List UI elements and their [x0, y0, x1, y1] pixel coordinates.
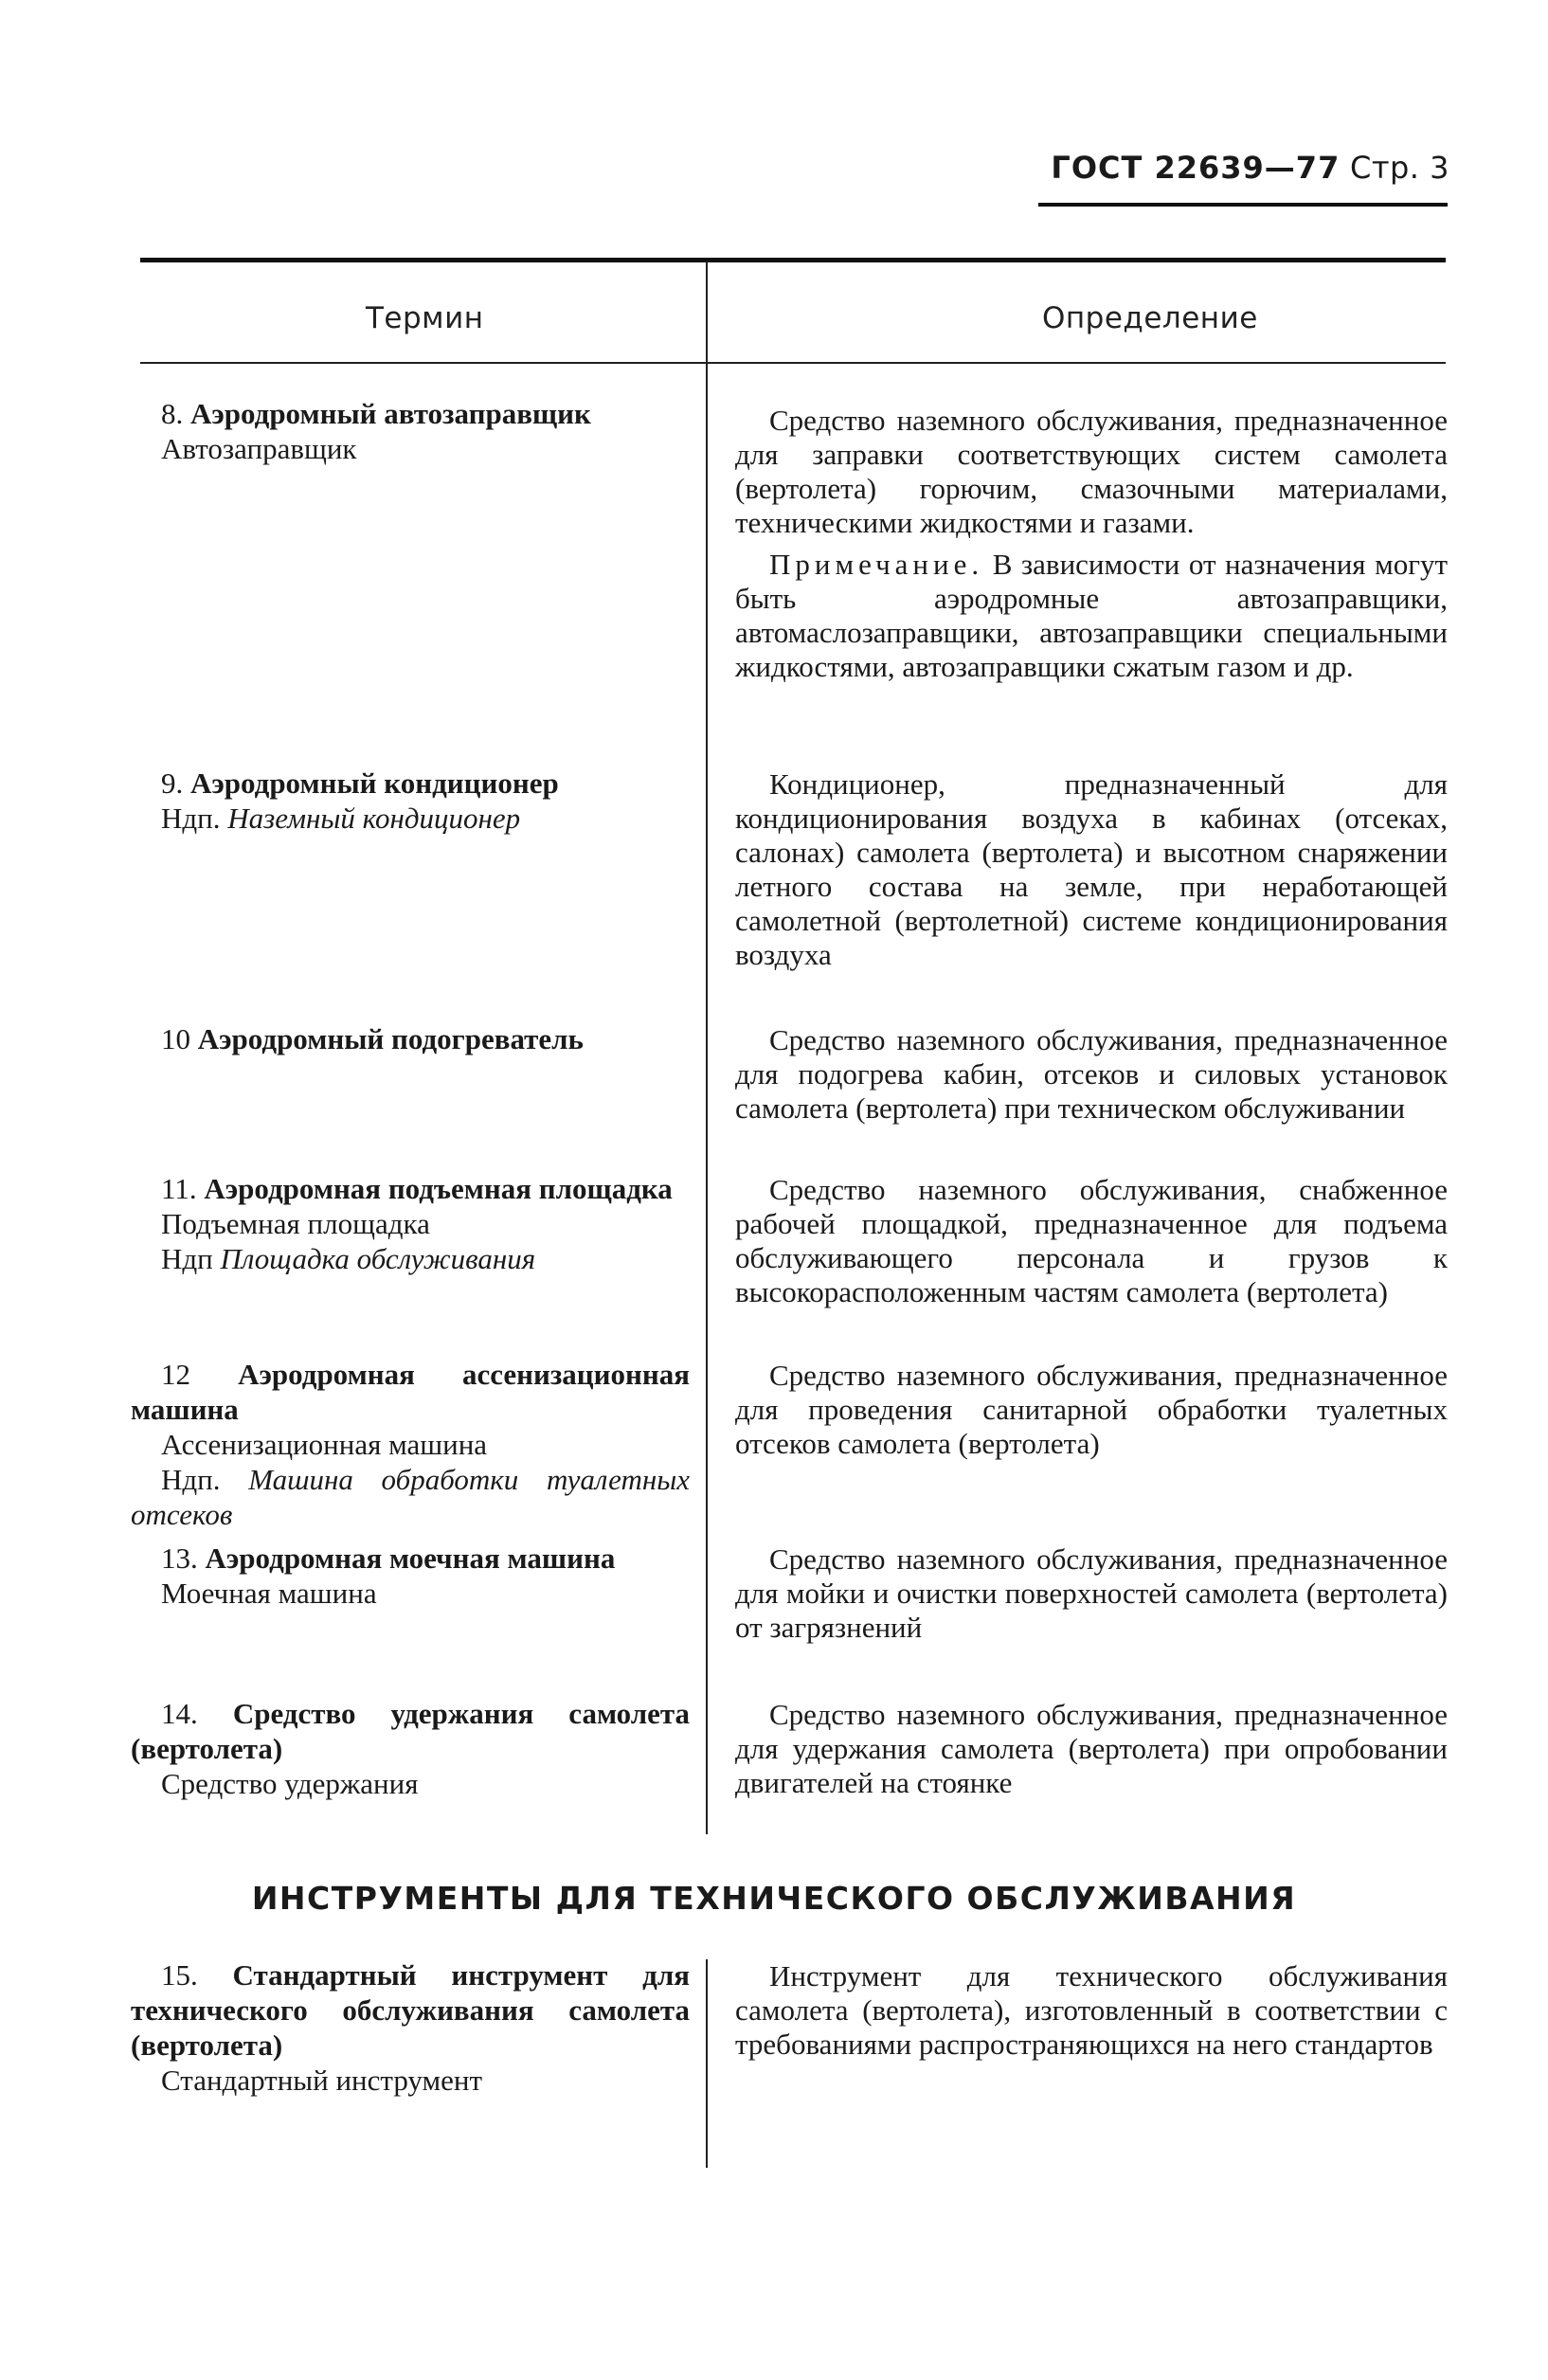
term-title: 14. Средство удержания самолета (вертолета) — [131, 1697, 690, 1765]
column-header-term: Термин — [366, 301, 484, 335]
term-title: 15. Стандартный инструмент для технического обслуживания самолета (вертолета) — [131, 1958, 691, 2062]
term-title: 12 Аэродромная ассенизационная машина — [131, 1358, 691, 1426]
term-15 — [131, 1957, 690, 2098]
definition-14: Средство наземного обслуживания, предназначенное для удержания самолета (вертолета) при опробовании двигателей на стоянке — [735, 1698, 1448, 1799]
definition-11: Средство наземного обслуживания, снабженное рабочей площадкой, предназначенное для подъема обслуживающего персонала и грузов к высокорасположенным частям самолета (вертолета) — [735, 1173, 1448, 1308]
page-number: Стр. 3 — [1350, 150, 1449, 186]
term-deprecated: Ндп Площадка обслуживания — [161, 1242, 536, 1275]
definition-12: Средство наземного обслуживания, предназначенное для проведения санитарной обработки туалетных отсеков самолета (вертолета) — [735, 1359, 1448, 1460]
term-8 — [131, 396, 690, 466]
term-title: 11. Аэродромная подъемная площадка — [161, 1172, 673, 1205]
term-title: 13. Аэродромная моечная машина — [161, 1542, 616, 1575]
definition-8: Средство наземного обслуживания, предназначенное для заправки соответствующих систем самолета (вертолета) горючим, смазочными материалами, техническими жидкостями и газами. Примечание. В зависимости от назначения могут быть аэродромные автозаправщики, автомаслозаправщики, автозаправщики специальными жидкостями, автозаправщики сжатым газом и др. — [735, 404, 1448, 683]
table-top-rule — [140, 258, 1446, 262]
term-deprecated: Ндп. Наземный кондиционер — [161, 802, 521, 835]
term-9 — [131, 766, 690, 836]
term-14 — [131, 1696, 690, 1801]
table-header-rule — [140, 362, 1446, 364]
term-synonym: Средство удержания — [161, 1767, 419, 1800]
term-title: 10 Аэродромный подогреватель — [161, 1022, 584, 1055]
definition-13: Средство наземного обслуживания, предназначенное для мойки и очистки поверхностей самолета (вертолета) от загрязнений — [735, 1542, 1448, 1644]
term-11 — [131, 1171, 690, 1276]
term-synonym: Подъемная площадка — [161, 1207, 430, 1240]
term-synonym: Ассенизационная машина — [161, 1428, 488, 1461]
term-13 — [131, 1541, 690, 1611]
header-rule — [1038, 203, 1448, 207]
term-synonym: Автозаправщик — [161, 432, 357, 465]
term-title: 8. Аэродромный автозаправщик — [161, 397, 591, 430]
term-title: 9. Аэродромный кондиционер — [161, 766, 559, 800]
note: Примечание. В зависимости от назначения могут быть аэродромные автозаправщики, автомаслозаправщики, автозаправщики специальными жидкостями, автозаправщики сжатым газом и др. — [735, 548, 1448, 683]
term-10 — [131, 1021, 690, 1056]
section-title: ИНСТРУМЕНТЫ ДЛЯ ТЕХНИЧЕСКОГО ОБСЛУЖИВАНИЯ — [251, 1880, 1297, 1917]
definition-15: Инструмент для технического обслуживания самолета (вертолета), изготовленный в соответствии с требованиями распространяющихся на него стандартов — [735, 1959, 1448, 2061]
definition-9: Кондиционер, предназначенный для кондиционирования воздуха в кабинах (отсеках, салонах) самолета (вертолета) и высотном снаряжении летного состава на земле, при неработающей самолетной (вертолетной) системе кондиционирования воздуха — [735, 767, 1448, 971]
definition-10: Средство наземного обслуживания, предназначенное для подогрева кабин, отсеков и силовых установок самолета (вертолета) при техническом обслуживании — [735, 1023, 1448, 1125]
column-divider — [706, 261, 708, 1834]
column-divider-section — [706, 1959, 708, 2168]
term-12 — [131, 1357, 690, 1532]
page-header — [1051, 150, 1449, 186]
note-label: Примечание. — [769, 548, 984, 581]
term-deprecated: Ндп. Машина обработки туалетных отсеков — [131, 1463, 691, 1531]
term-synonym: Моечная машина — [161, 1577, 377, 1610]
term-synonym: Стандартный инструмент — [161, 2064, 483, 2097]
standard-number: ГОСТ 22639—77 — [1051, 150, 1341, 186]
column-header-definition: Определение — [1042, 301, 1258, 335]
